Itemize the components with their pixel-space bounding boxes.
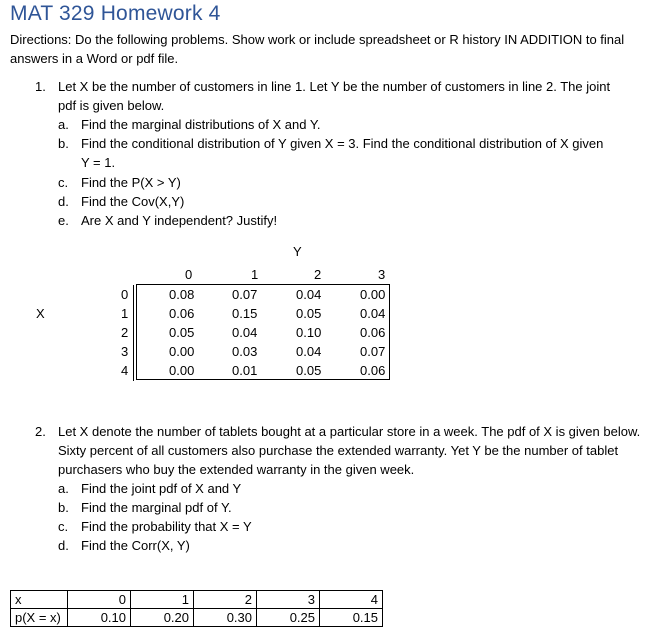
problem-2-part-d: Find the Corr(X, Y) <box>81 538 190 553</box>
table-y-label: Y <box>293 244 302 259</box>
problem-1-part-letter: d. <box>58 194 69 209</box>
table-cell: 0.08 <box>169 287 195 302</box>
problem-2-part-letter: c. <box>58 519 69 534</box>
table-cell: 0.07 <box>360 344 386 359</box>
problem-2-part-letter: d. <box>58 538 69 553</box>
table-col-header: 3 <box>378 267 386 282</box>
problem-2-part-c: Find the probability that X = Y <box>81 519 252 534</box>
pdf-table <box>10 590 383 627</box>
table-cell: 4 <box>320 591 383 609</box>
directions-text: Directions: Do the following problems. Show work or include spreadsheet or R history IN ADDITION to final answers in a Word or pdf file. <box>10 32 625 66</box>
table-cell: 0.07 <box>232 287 258 302</box>
table-x-label: X <box>36 306 45 321</box>
table-col-header: 1 <box>251 267 259 282</box>
table-row-header: 1 <box>121 306 129 321</box>
table-cell: 0.05 <box>296 306 322 321</box>
table-cell: 0.10 <box>68 609 131 627</box>
problem-1-part-b: Find the conditional distribution of Y given X = 3. Find the conditional distribution of X given <box>81 136 604 151</box>
problem-1-part-letter: b. <box>58 136 69 151</box>
table-cell: 0.15 <box>320 609 383 627</box>
problem-1-part-e: Are X and Y independent? Justify! <box>81 213 278 228</box>
table-row-header: 4 <box>121 363 129 378</box>
table-cell: 0.00 <box>360 287 386 302</box>
table-col-header: 0 <box>185 267 193 282</box>
problem-1-part-letter: c. <box>58 175 69 190</box>
table-cell: 0.20 <box>131 609 194 627</box>
table-cell: 0.25 <box>257 609 320 627</box>
table-cell: 0.30 <box>194 609 257 627</box>
problem-2-part-letter: b. <box>58 500 69 515</box>
problem-1-part-d: Find the Cov(X,Y) <box>81 194 185 209</box>
problem-1-part-c: Find the P(X > Y) <box>81 175 181 190</box>
table-cell: 0.03 <box>232 344 258 359</box>
row-header-divider <box>133 285 134 381</box>
problem-1-text-line1: Let X be the number of customers in line 1. Let Y be the number of customers in line 2. The joint <box>58 79 611 94</box>
table-cell: x <box>11 591 68 609</box>
table-cell: 0.15 <box>232 306 258 321</box>
problem-1-part-b-line2: Y = 1. <box>81 155 116 170</box>
table-cell: 3 <box>257 591 320 609</box>
table-col-header: 2 <box>314 267 322 282</box>
problem-2-text: Let X denote the number of tablets bought at a particular store in a week. The pdf of X is given below. Sixty percent of all customers also purchase the extended warranty. Yet Y be the number of tablet purchasers who buy the extended warranty in the given week. <box>58 424 641 477</box>
problem-1-part-letter: e. <box>58 213 69 228</box>
table-cell: 0.06 <box>360 325 386 340</box>
table-cell: 0.05 <box>169 325 195 340</box>
table-cell: 0.05 <box>296 363 322 378</box>
table-cell: p(X = x) <box>11 609 68 627</box>
problem-1-part-a: Find the marginal distributions of X and Y. <box>81 117 321 132</box>
problem-1-text-line2: pdf is given below. <box>58 98 165 113</box>
table-cell: 0.06 <box>169 306 195 321</box>
table-cell: 0.06 <box>360 363 386 378</box>
table-cell: 0.04 <box>296 287 322 302</box>
table-cell: 0.04 <box>232 325 258 340</box>
table-cell: 2 <box>194 591 257 609</box>
problem-1-part-letter: a. <box>58 117 69 132</box>
table-row-header: 0 <box>121 287 129 302</box>
table-cell: 0.01 <box>232 363 258 378</box>
table-cell: 0.04 <box>360 306 386 321</box>
page-title: MAT 329 Homework 4 <box>10 2 221 25</box>
table-cell: 0.04 <box>296 344 322 359</box>
problem-2-part-a: Find the joint pdf of X and Y <box>81 481 242 496</box>
problem-1-number: 1. <box>35 79 46 94</box>
table-row-header: 3 <box>121 344 129 359</box>
table-cell: 0 <box>68 591 131 609</box>
table-cell: 0.00 <box>169 344 195 359</box>
problem-2-number: 2. <box>35 424 46 439</box>
table-cell: 0.10 <box>296 325 322 340</box>
table-row <box>11 609 383 627</box>
problem-2-part-letter: a. <box>58 481 69 496</box>
table-row <box>11 591 383 609</box>
problem-2-part-b: Find the marginal pdf of Y. <box>81 500 232 515</box>
table-row-header: 2 <box>121 325 129 340</box>
table-cell: 1 <box>131 591 194 609</box>
table-cell: 0.00 <box>169 363 195 378</box>
